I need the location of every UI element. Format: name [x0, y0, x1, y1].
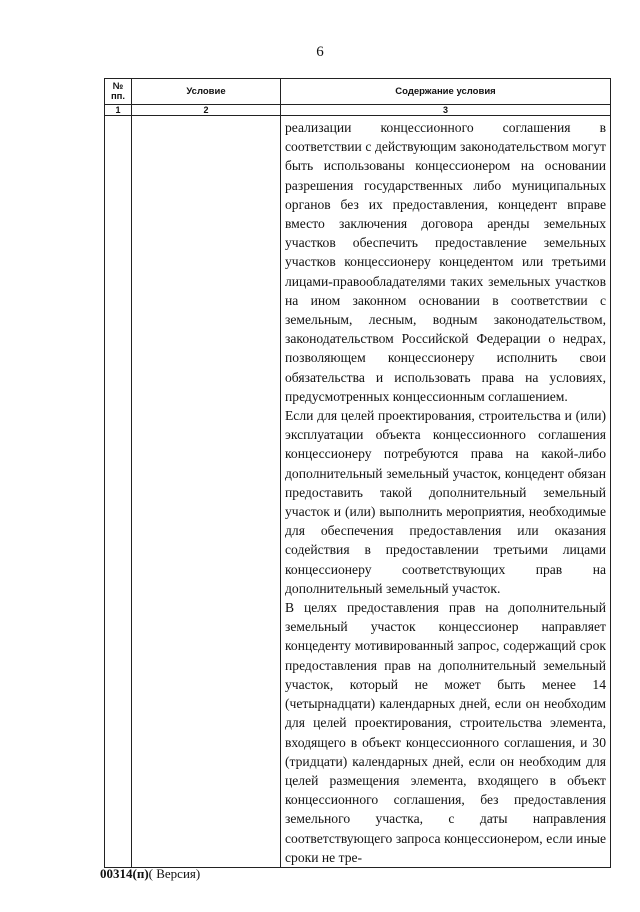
document-code-id: 00314(п) [100, 866, 149, 881]
column-number-3: 3 [281, 105, 611, 116]
document-version: ( Версия) [148, 866, 201, 881]
paragraph-2: Если для целей проектирования, строительства и (или) эксплуатации объекта концессионного соглашения концессионеру потребуются права на какой-либо дополнительный земельный участок, концедент обязан предоставить такой дополнительный земельный участок и (или) выполнить мероприятия, необходимые для обеспечения предоставления или оказания содействия в предоставлении третьими лицами концессионеру соответствующих прав на дополнительный земельный участок. [285, 408, 606, 596]
column-number-row [105, 105, 611, 116]
column-number-2: 2 [132, 105, 281, 116]
document-code [100, 866, 200, 882]
condition-cell [132, 116, 281, 868]
table-header-row [105, 79, 611, 105]
content-cell [281, 116, 611, 868]
paragraph-3: В целях предоставления прав на дополнительный земельный участок концессионер направляет концеденту мотивированный запрос, содержащий срок предоставления прав на дополнительный земельный участок, который не может быть менее 14 (четырнадцати) календарных дней, если он необходим для целей проектирования, строительства элемента, входящего в объект концессионного соглашения, и 30 (тридцати) календарных дней, если он необходим для целей размещения элемента, входящего в объект концессионного соглашения, без предоставления земельного участка, с даты направления соответствующего запроса концессионером, если иные сроки не тре- [285, 600, 606, 865]
column-number-1: 1 [105, 105, 132, 116]
header-number: № пп. [105, 79, 132, 105]
page-number: 6 [316, 44, 324, 60]
conditions-table [104, 78, 611, 868]
content-text [281, 116, 610, 867]
number-cell [105, 116, 132, 868]
header-content: Содержание условия [281, 79, 611, 105]
paragraph-1: реализации концессионного соглашения в соответствии с действующим законодательством могут быть использованы концессионером на основании разрешения государственных либо муниципальных органов без их предоставления, концедент вправе вместо заключения договора аренды земельных участков обеспечить предоставление земельных участков концессионеру концедентом или третьими лицами-правообладателями таких земельных участков на ином законном основании в соответствии с земельным, лесным, водным законодательством, законодательством Российской Федерации о недрах, позволяющем концессионеру исполнить свои обязательства и использовать права на условиях, предусмотренных концессионным соглашением. [285, 120, 606, 404]
header-condition: Условие [132, 79, 281, 105]
table-row [105, 116, 611, 868]
